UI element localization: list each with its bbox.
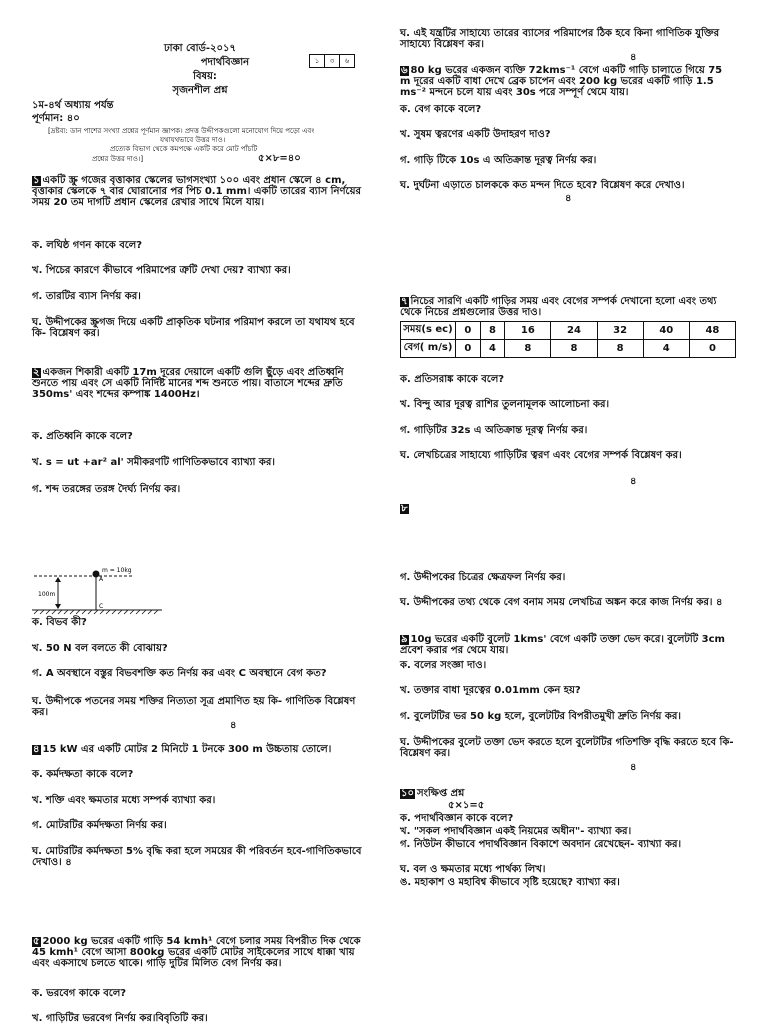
subject-label: বিষয়: <box>193 71 217 82</box>
table-cell: 8 <box>480 322 505 340</box>
full-marks: পূর্ণমান: ৪০ <box>32 113 80 124</box>
q10-part-d: ঘ. বল ও ক্ষমতার মধ্যে পার্থক্য লিখ। <box>400 864 546 875</box>
q3-part-b: খ. 50 N বল বলতে কী বোঝায়? <box>32 643 168 654</box>
table-cell: 8 <box>505 340 551 358</box>
table-row <box>401 340 736 358</box>
question-number: ৮ <box>401 503 408 514</box>
q9-part-b: খ. তক্তার বাধা দূরত্বের 0.01mm কেন হয়? <box>400 685 581 696</box>
instruction-3: প্রত্যেক বিভাগ থেকে কমপক্ষে একটি করে মোট পাঁচটি <box>110 145 258 153</box>
q8-part-d: ঘ. উদ্দীপকের তথ্য থেকে বেগ বনাম সময় লেখচিত্র অঙ্কন করে কাজ নির্ণয় কর। ৪ <box>400 597 723 608</box>
question-number: ৫ <box>33 936 40 947</box>
q-prev-part-d: ঘ. এই যন্ত্রটির সাহায্যে তারের ব্যাসের পরিমাপের ঠিক হবে কিনা গাণিতিক যুক্তির সাহায্যে বিশ্লেষণ কর। <box>400 28 720 50</box>
q3-part-a: ক. বিভব কী? <box>32 617 87 628</box>
q10-part-b: খ. "সকল পদার্থবিজ্ঞান একই নিয়মের অধীন"- ব্যাখ্যা কর। <box>400 826 632 837</box>
figure-point-a: A <box>99 576 104 583</box>
question-1-stem: ১ একটি স্ক্রু গজের বৃত্তাকার স্কেলের ভাগসংখ্যা ১০০ এবং প্রধান স্কেলে ৪ cm, বৃত্তাকার স্কেলকে ৭ বার ঘোরানোর পর পিচ 0.1 mm। একটি তারের ব্যাস নির্ণয়ের সময় 20 তম দাগটি প্রধান স্কেলের রেখার সাথে মিলে যায়। <box>32 175 361 208</box>
q9-part-d: ঘ. উদ্দীপকের বুলেট তক্তা ভেদ করতে হলে বুলেটটির গতিশক্তি বৃদ্ধি করতে হবে কি- বিশ্লেষণ কর। <box>400 737 734 759</box>
row-label-velocity: বেগ( m/s) <box>401 340 456 358</box>
figure-point-c: C <box>99 603 104 610</box>
school-title: ঢাকা বোর্ড-২০১৭ <box>164 43 236 54</box>
question-7-stem: ৭ নিচের সারণি একটি গাড়ির সময় এবং বেগের সম্পর্ক দেখানো হলো এবং তথ্য থেকে নিচের প্রশ্নগুলোর উত্তর দাও। <box>400 296 717 318</box>
q6-part-d: ঘ. দুর্ঘটনা এড়াতে চালককে কত মন্দন দিতে হবে? বিশ্লেষণ করে দেখাও। <box>400 180 685 191</box>
question-number: ২ <box>33 367 40 378</box>
q7-part-a: ক. প্রতিসরাঙ্ক কাকে বলে? <box>400 374 505 385</box>
q6-marks: ৪ <box>565 193 572 204</box>
row-label-time: সময়(s ec) <box>401 322 456 340</box>
q9-marks: ৪ <box>630 762 637 773</box>
q4-part-d: ঘ. মোটরটির কর্মদক্ষতা 5% বৃদ্ধি করা হলে সময়ের কী পরিবর্তন হবে-গাণিতিকভাবে দেখাও। ৪ <box>32 846 362 868</box>
question-number: ৭ <box>401 296 408 307</box>
q1-part-b: খ. পিচের কারণে কীভাবে পরিমাপের ত্রুটি দেখা দেয়? ব্যাখ্যা কর। <box>32 265 291 276</box>
q6-part-a: ক. বেগ কাকে বলে? <box>400 104 482 115</box>
q5-part-a: ক. ভরবেগ কাকে বলে? <box>32 988 127 999</box>
question-9-stem: ৯ 10g ভরের একটি বুলেট 1kms' বেগে একটি তক্তা ভেদ করে। বুলেটটি 3cm প্রবেশ করার পর থেমে যায়। <box>400 634 725 656</box>
q-prev-marks: ৪ <box>630 52 637 63</box>
falling-object-figure <box>32 566 172 616</box>
q10-part-a: ক. পদার্থবিজ্ঞান কাকে বলে? <box>400 813 514 824</box>
q7-part-b: খ. বিন্দু আর দূরত্ব রাশির তুলনামূলক আলোচনা কর। <box>400 399 610 410</box>
q6-part-c: গ. গাড়ি টিকে 10s এ অতিক্রান্ত দূরত্ব নির্ণয় কর। <box>400 155 597 166</box>
question-8-number <box>400 503 411 514</box>
instruction-1: [দ্রষ্টব্য: ডান পাশের সংখ্যা প্রশ্নের পূর্ণমান জ্ঞাপক। প্রদত্ত উদ্দীপকগুলো মনোযোগ দিয়ে পড়ো এবং <box>48 127 315 135</box>
q10-part-e: ঙ. মহাকাশ ও মহাবিশ্ব কীভাবে সৃষ্টি হয়েছে? ব্যাখ্যা কর। <box>400 877 620 888</box>
figure-height-label: 100m <box>38 591 56 598</box>
question-6-stem: ৬ 80 kg ভরের একজন ব্যক্তি 72kms⁻¹ বেগে একটি গাড়ি চালাতে গিয়ে 75 m দূরের একটি বাধা দেখে ব্রেক চাপেন এবং 200 kg ভরের একটি গাড়ি 1.5 ms⁻² মন্দনে চলে যায় এবং 30s পরে সম্পূর্ণ থেমে যায়। <box>400 65 723 98</box>
question-number: ৬ <box>401 65 408 76</box>
q7-part-d: ঘ. লেখচিত্রের সাহায্যে গাড়িটির ত্বরণ এবং বেগের সম্পর্ক বিশ্লেষণ কর। <box>400 450 682 461</box>
q3-marks: ৪ <box>230 720 237 731</box>
table-cell: 40 <box>643 322 689 340</box>
question-10-stem: ১০ সংক্ষিপ্ত প্রশ্ন <box>401 788 465 799</box>
figure-mass-label: m = 10kg <box>102 567 132 574</box>
q10-part-c: গ. নিউটন কীভাবে পদার্থবিজ্ঞান বিকাশে অবদান রেখেছেন- ব্যাখ্যা কর। <box>400 839 682 850</box>
q2-part-c: গ. শব্দ তরঙ্গের তরঙ্গ দৈর্ঘ্য নির্ণয় কর। <box>32 484 181 495</box>
q2-part-b: খ. s = ut +ar² al' সমীকরণটি গাণিতিকভাবে ব্যাখ্যা কর। <box>32 457 275 468</box>
table-cell: 4 <box>643 340 689 358</box>
q10-marks: ৫×১=৫ <box>448 800 485 811</box>
table-cell: 32 <box>597 322 643 340</box>
q7-part-c: গ. গাড়িটির 32s এ অতিক্রান্ত দূরত্ব নির্ণয় কর। <box>400 425 588 436</box>
q6-part-b: খ. সুষম ত্বরণের একটি উদাহরণ দাও? <box>400 129 551 140</box>
q3-part-d: ঘ. উদ্দীপকে পতনের সময় শক্তির নিত্যতা সূত্র প্রমাণিত হয় কি- গাণিতিক বিশ্লেষণ কর। <box>32 696 356 718</box>
q4-part-c: গ. মোটরটির কর্মদক্ষতা নির্ণয় কর। <box>32 820 167 831</box>
question-number: ১০ <box>401 788 414 799</box>
table-cell: 8 <box>597 340 643 358</box>
question-number: ১ <box>33 175 40 186</box>
q9-part-a: ক. বলের সংজ্ঞা দাও। <box>400 660 487 671</box>
q1-part-d: ঘ. উদ্দীপকের স্ক্রুগজ দিয়ে একটি প্রাকৃতিক ঘটনার পরিমাপ করলে তা যথাযথ হবে কি- বিশ্লেষণ কর। <box>32 317 355 339</box>
q5-part-b: খ. গাড়িটির ভরবেগ নির্ণয় কর।বিবৃতিটি কর। <box>32 1013 208 1024</box>
question-4-stem: ৪ 15 kW এর একটি মোটর 2 মিনিটে 1 টনকে 300 m উচ্চতায় তোলে। <box>33 744 332 755</box>
subject-title: পদার্থবিজ্ঞান <box>200 57 250 68</box>
question-number: ৯ <box>401 634 408 645</box>
table-cell: 24 <box>551 322 597 340</box>
table-cell: 0 <box>689 340 735 358</box>
q1-part-c: গ. তারটির ব্যাস নির্ণয় কর। <box>32 291 141 302</box>
q4-part-a: ক. কর্মদক্ষতা কাকে বলে? <box>32 769 134 780</box>
table-cell: 0 <box>456 340 481 358</box>
table-cell: 4 <box>480 340 505 358</box>
q9-part-c: গ. বুলেটটির ভর 50 kg হলে, বুলেটটির বিপরীতমুখী দ্রুতি নির্ণয় কর। <box>400 711 682 722</box>
question-number: ৪ <box>33 744 40 755</box>
code-box: ৩ <box>324 54 340 68</box>
instruction-2: যথাযথভাবে উত্তর দাও। <box>160 136 226 144</box>
table-row <box>401 322 736 340</box>
q1-part-a: ক. লঘিষ্ঠ গণন কাকে বলে? <box>32 240 143 251</box>
q8-part-c: গ. উদ্দীপকের চিত্রের ক্ষেত্রফল নির্ণয় কর। <box>400 572 566 583</box>
subject-code-boxes <box>310 54 355 68</box>
table-cell: 48 <box>689 322 735 340</box>
q3-part-c: গ. A অবস্থানে বস্তুর বিভবশক্তি কত নির্ণয় কর এবং C অবস্থানে বেগ কত? <box>32 668 327 679</box>
code-box: ১ <box>309 54 325 68</box>
chapter-range: ১ম-৪র্থ অধ্যায় পর্যন্ত <box>32 100 114 111</box>
q7-marks: ৪ <box>630 476 637 487</box>
marks-formula: ৫×৮=৪০ <box>258 153 301 164</box>
table-cell: 16 <box>505 322 551 340</box>
code-box: ৬ <box>339 54 355 68</box>
question-5-stem: ৫ 2000 kg ভরের একটি গাড়ি 54 kmh¹ বেগে চলার সময় বিপরীত দিক থেকে 45 kmh¹ বেগে আসা 800kg ভরের একটি মোটর সাইকেলের সাথে ধাক্কা খায় এবং একসাথে চলতে থাকে। গাড়ি দুটির মিলিত বেগ নির্ণয় কর। <box>32 936 361 969</box>
q2-part-a: ক. প্রতিধ্বনি কাকে বলে? <box>32 431 133 442</box>
q4-part-b: খ. শক্তি এবং ক্ষমতার মধ্যে সম্পর্ক ব্যাখ্যা কর। <box>32 795 216 806</box>
exam-type: সৃজনশীল প্রশ্ন <box>172 85 228 96</box>
table-cell: 8 <box>551 340 597 358</box>
time-velocity-table <box>400 321 736 358</box>
table-cell: 0 <box>456 322 481 340</box>
question-2-stem: ২ একজন শিকারী একটি 17m দূরের দেয়ালে একটি গুলি ছুঁড়ে এবং প্রতিধ্বনি শুনতে পায় এবং সে একটি নির্দিষ্ট মানের শব্দ শুনতে পায়। বাতাসে শব্দের দ্রুতি 350ms' এবং শব্দের কম্পাঙ্ক 1400Hz। <box>32 367 344 400</box>
instruction-4: প্রশ্নের উত্তর দাও।] <box>92 155 144 163</box>
